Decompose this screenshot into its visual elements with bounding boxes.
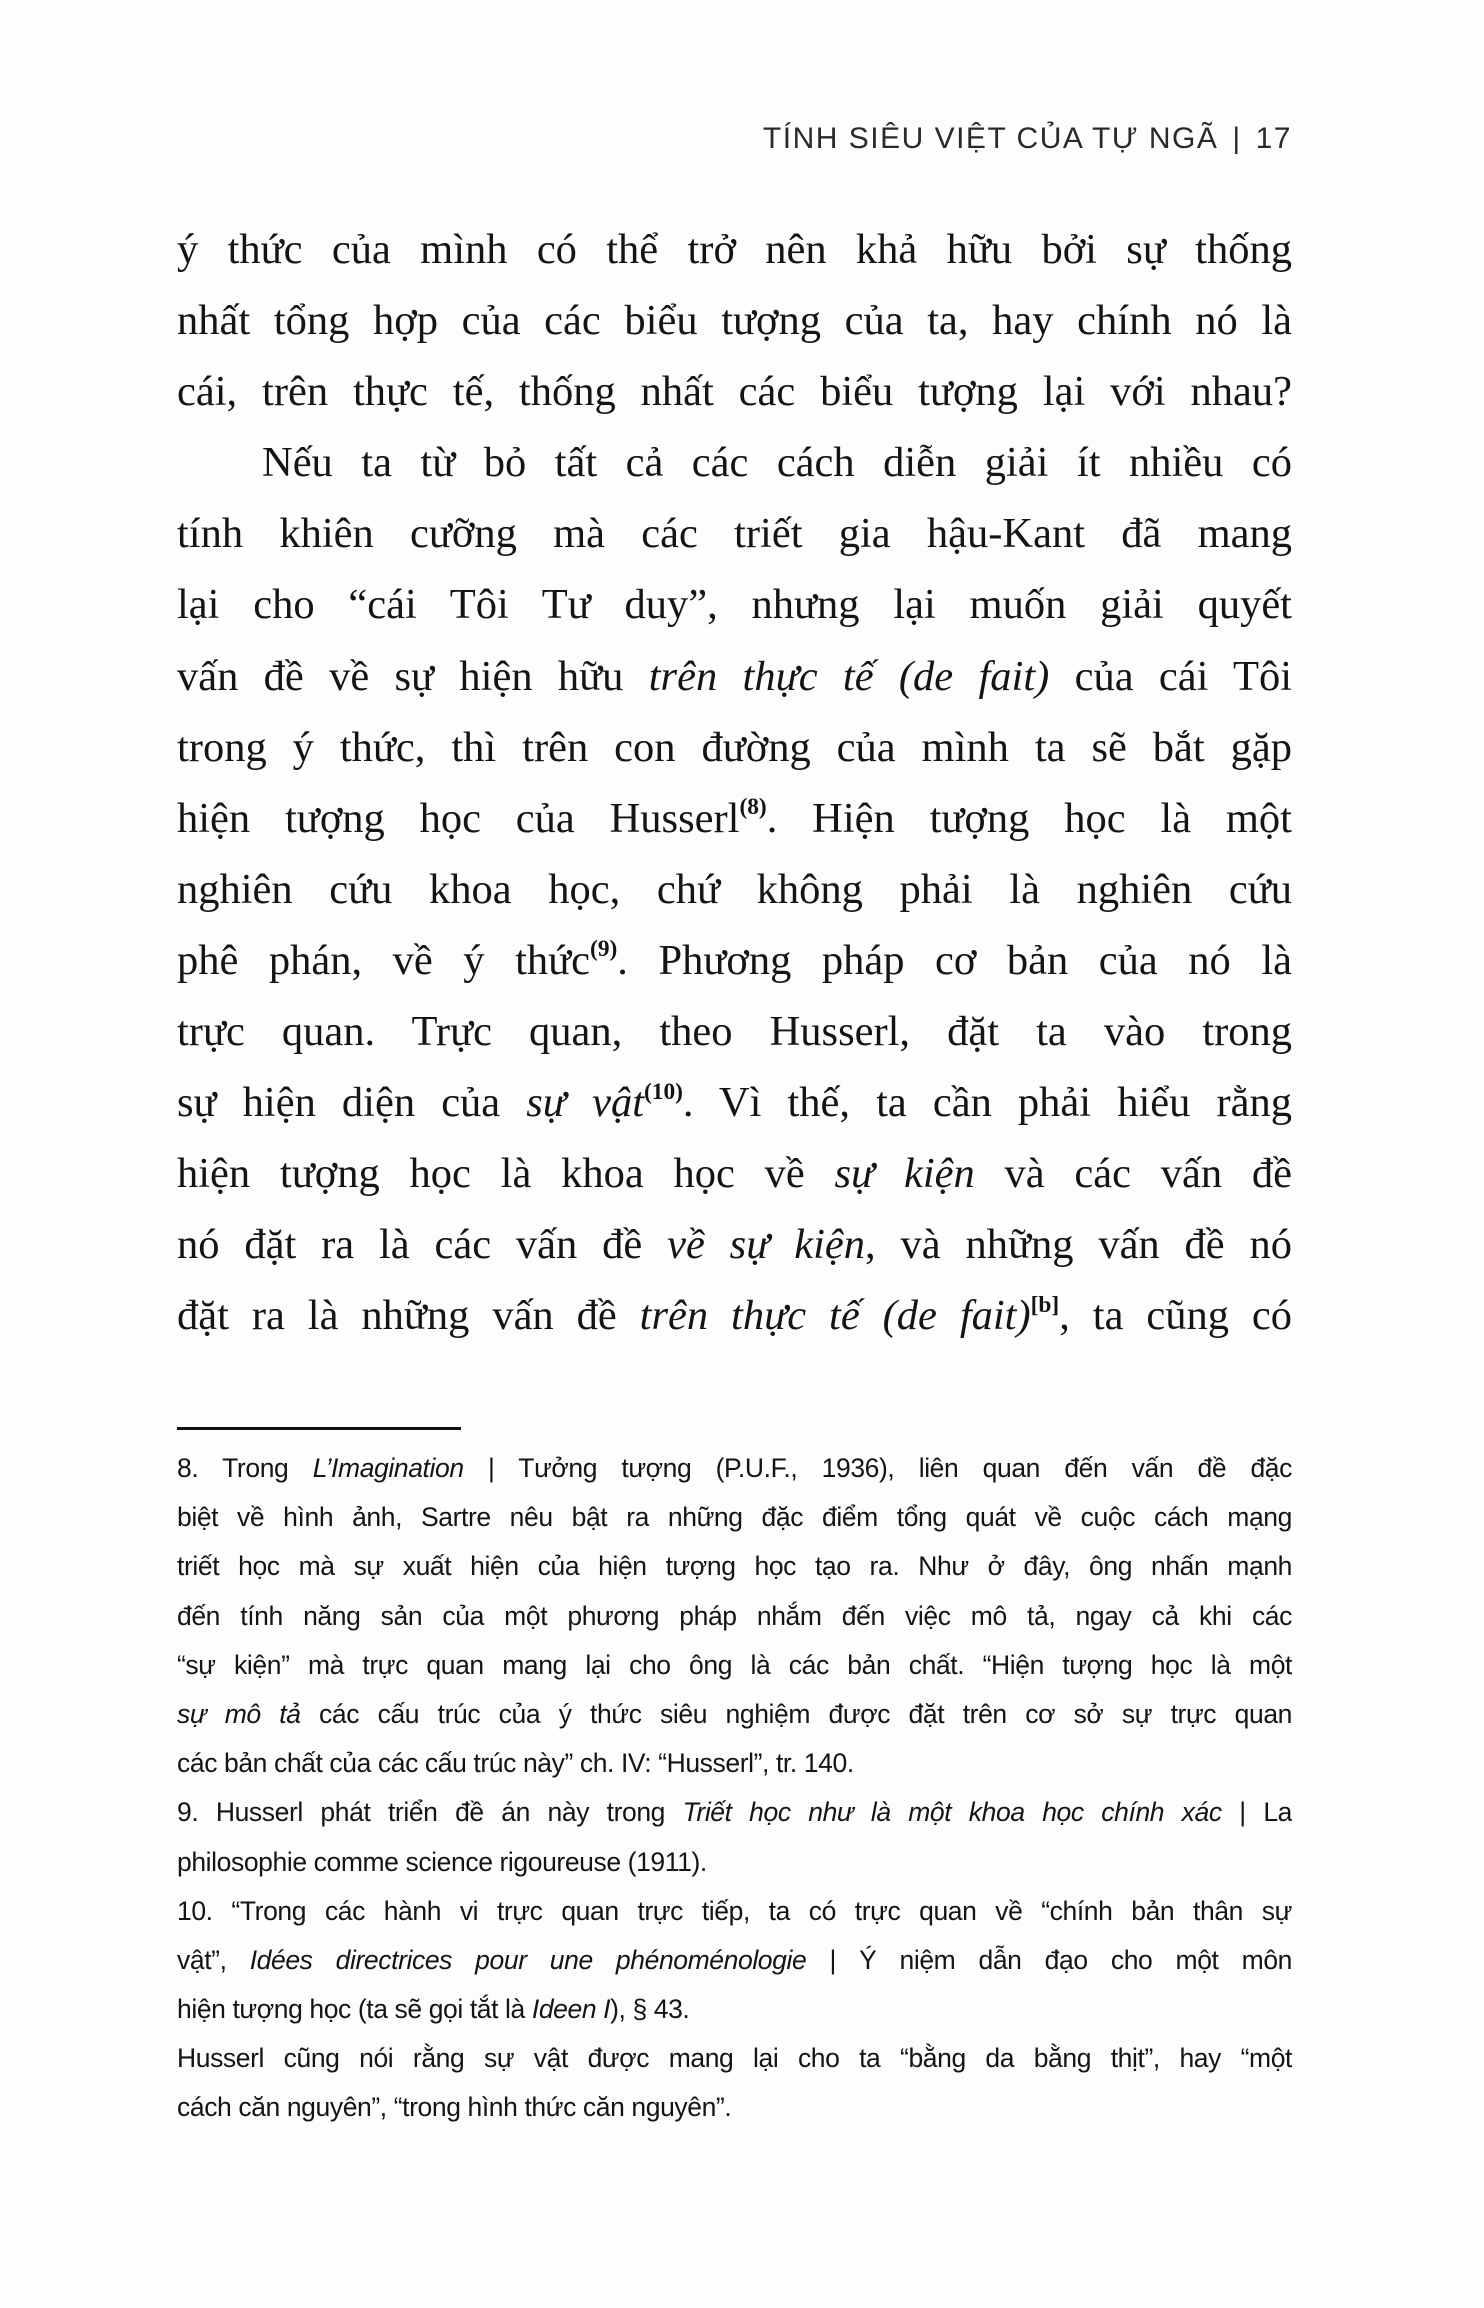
text-run: trong ý thức, thì trên con đường của mình ta sẽ bắt gặp: [177, 723, 1292, 771]
text-run: vật”,: [177, 1944, 250, 1975]
text-run: Husserl cũng nói rằng sự vật được mang lại cho ta “bằng da bằng thịt”, hay “một: [177, 2043, 1292, 2074]
footnote-line: [177, 1641, 1292, 1690]
body-line: [177, 498, 1292, 569]
footnote-line: [177, 1690, 1292, 1739]
footnote-line: [177, 1985, 1292, 2034]
footnote-reference: (8): [739, 794, 767, 821]
text-run: biệt về hình ảnh, Sartre nêu bật ra những đặc điểm tổng quát về cuộc cách mạng: [177, 1502, 1292, 1533]
text-run: . Vì thế, ta cần phải hiểu rằng: [682, 1079, 1292, 1127]
body-line: [177, 854, 1292, 925]
footnote-line: [177, 1838, 1292, 1887]
text-run: và các vấn đề: [974, 1150, 1292, 1198]
text-run: , và những vấn đề nó: [865, 1221, 1292, 1269]
footnote-reference: [b]: [1030, 1291, 1060, 1318]
body-line: [177, 569, 1292, 640]
text-run: hiện tượng học (ta sẽ gọi tắt là: [177, 1994, 532, 2025]
text-run: philosophie comme science rigoureuse (1911).: [177, 1846, 707, 1877]
text-run: , ta cũng có: [1059, 1292, 1292, 1340]
footnote-line: [177, 1788, 1292, 1837]
text-run: nhất tổng hợp của các biểu tượng của ta, hay chính nó là: [177, 297, 1292, 345]
running-header: [763, 122, 1292, 156]
italic-text: Idées directrices pour une phénoménologie: [249, 1944, 807, 1975]
header-separator: |: [1232, 122, 1242, 155]
body-line: [177, 1280, 1292, 1351]
text-run: cách căn nguyên”, “trong hình thức căn nguyên”.: [177, 2092, 732, 2123]
body-line: [177, 783, 1292, 854]
text-run: hiện tượng học là khoa học về: [177, 1150, 835, 1198]
text-run: đặt ra là những vấn đề: [177, 1292, 640, 1340]
main-text: [177, 214, 1292, 1352]
running-title: TÍNH SIÊU VIỆT CỦA TỰ NGÃ: [762, 122, 1219, 155]
text-run: “sự kiện” mà trực quan mang lại cho ông là các bản chất. “Hiện tượng học là một: [177, 1649, 1292, 1680]
text-run: lại cho “cái Tôi Tư duy”, nhưng lại muốn giải quyết: [177, 581, 1292, 629]
italic-text: về sự kiện: [667, 1221, 866, 1269]
footnote-line: [177, 1592, 1292, 1641]
italic-text: trên thực tế (de fait): [648, 652, 1050, 700]
footnote-line: [177, 1444, 1292, 1493]
body-line: [177, 214, 1292, 285]
footnote-line: [177, 1542, 1292, 1591]
footnote-line: [177, 1493, 1292, 1542]
text-run: | La: [1221, 1797, 1292, 1828]
text-run: . Phương pháp cơ bản của nó là: [617, 936, 1292, 984]
text-run: 10. “Trong các hành vi trực quan trực tiếp, ta có trực quan về “chính bản thân sự: [177, 1895, 1292, 1926]
footnote-reference: (9): [590, 936, 618, 963]
italic-text: sự vật: [526, 1079, 644, 1127]
body-line: [177, 996, 1292, 1067]
footnotes: [177, 1444, 1292, 2133]
text-run: | Ý niệm dẫn đạo cho một môn: [806, 1944, 1292, 1975]
body-line: [177, 1209, 1292, 1280]
text-run: 8. Trong: [177, 1453, 313, 1483]
text-run: sự hiện diện của: [177, 1079, 527, 1127]
text-run: phê phán, về ý thức: [177, 936, 591, 984]
text-run: nghiên cứu khoa học, chứ không phải là nghiên cứu: [177, 865, 1292, 913]
text-run: trực quan. Trực quan, theo Husserl, đặt ta vào trong: [177, 1008, 1292, 1056]
text-run: 9. Husserl phát triển đề án này trong: [177, 1797, 683, 1828]
italic-text: sự mô tả: [177, 1698, 301, 1729]
body-line: [177, 1067, 1292, 1138]
body-line: [177, 1138, 1292, 1209]
body-line: [177, 285, 1292, 356]
footnote-line: [177, 2034, 1292, 2083]
body-line: [177, 925, 1292, 996]
text-run: triết học mà sự xuất hiện của hiện tượng học tạo ra. Như ở đây, ông nhấn mạnh: [177, 1551, 1292, 1582]
text-run: tính khiên cưỡng mà các triết gia hậu-Kant đã mang: [177, 510, 1292, 558]
text-run: cái, trên thực tế, thống nhất các biểu tượng lại với nhau?: [177, 368, 1292, 416]
text-run: | Tưởng tượng (P.U.F., 1936), liên quan đến vấn đề đặc: [463, 1453, 1292, 1483]
text-run: ), § 43.: [610, 1994, 690, 2025]
footnote-line: [177, 1739, 1292, 1788]
italic-text: trên thực tế (de fait): [639, 1292, 1031, 1340]
text-run: . Hiện tượng học là một: [766, 794, 1292, 842]
page-number: 17: [1255, 122, 1292, 155]
footnote-reference: (10): [644, 1078, 683, 1105]
text-run: của cái Tôi: [1049, 652, 1292, 700]
text-run: đến tính năng sản của một phương pháp nhắm đến việc mô tả, ngay cả khi các: [177, 1600, 1292, 1631]
body-line: [177, 356, 1292, 427]
text-run: các cấu trúc của ý thức siêu nghiệm được đặt trên cơ sở sự trực quan: [300, 1698, 1292, 1729]
text-run: Nếu ta từ bỏ tất cả các cách diễn giải ít nhiều có: [262, 439, 1292, 487]
text-run: nó đặt ra là các vấn đề: [177, 1221, 668, 1269]
footnote-divider: [177, 1427, 461, 1430]
body-line: [177, 641, 1292, 712]
text-run: vấn đề về sự hiện hữu: [177, 652, 649, 700]
footnote-line: [177, 1887, 1292, 1936]
body-line: [177, 427, 1292, 498]
italic-text: sự kiện: [834, 1150, 975, 1198]
body-line: [177, 712, 1292, 783]
text-run: hiện tượng học của Husserl: [177, 794, 740, 842]
italic-text: L’Imagination: [312, 1453, 464, 1483]
text-run: các bản chất của các cấu trúc này” ch. IV: “Husserl”, tr. 140.: [177, 1748, 854, 1779]
footnote-line: [177, 2083, 1292, 2132]
italic-text: Triết học như là một khoa học chính xác: [682, 1797, 1222, 1828]
text-run: ý thức của mình có thể trở nên khả hữu bởi sự thống: [177, 226, 1292, 273]
italic-text: Ideen I: [531, 1994, 611, 2025]
footnote-line: [177, 1936, 1292, 1985]
